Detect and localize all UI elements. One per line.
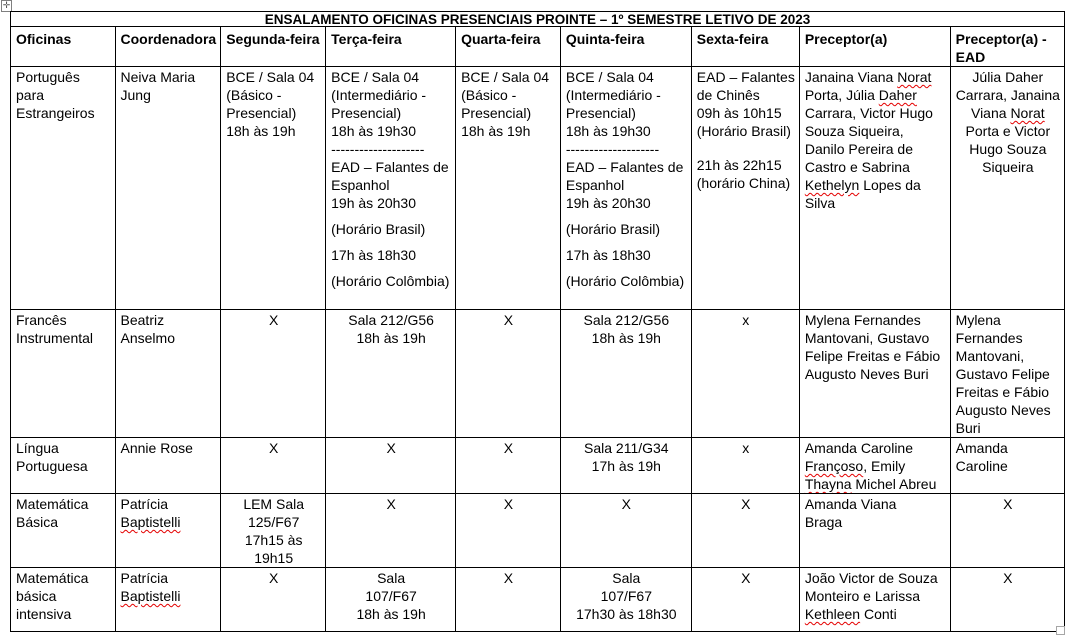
cell-matematica-basica-intensiva--quinta-feira[interactable]: [560, 568, 691, 632]
misspelling-underline: Baptistelli: [120, 588, 181, 604]
text-line: Sala 212/G56: [348, 312, 434, 328]
text-line: Quarta-feira: [461, 31, 541, 47]
text-line: Porta e Victor: [965, 123, 1051, 139]
cell-lingua-portuguesa--preceptor-a[interactable]: [799, 438, 950, 494]
column-header-preceptor-a[interactable]: [799, 27, 950, 67]
text-line: X: [741, 570, 751, 586]
blank-line: [697, 140, 795, 148]
text-line: 18h às 19h: [356, 606, 426, 622]
column-header-quinta-feira[interactable]: [560, 27, 691, 67]
text-line: Danilo Pereira de: [804, 141, 913, 157]
blank-line: [566, 264, 687, 272]
text-line: Francês: [16, 312, 67, 328]
text-line: X: [503, 312, 514, 328]
cell-frances-instrumental--ter-a-feira[interactable]: [326, 310, 456, 438]
schedule-table: [10, 11, 1065, 632]
text-line: Neiva Maria: [120, 69, 196, 85]
text-line: 125/F67: [247, 514, 300, 530]
text-line: Janaina Viana Norat: [804, 69, 932, 85]
text-line: X: [1003, 570, 1013, 586]
misspelling-underline: Thayna: [804, 476, 852, 492]
text-line: João Victor de Souza: [804, 570, 938, 586]
blank-line: [566, 212, 687, 220]
cell-matematica-basica--coordenadora[interactable]: [115, 494, 221, 568]
cell-lingua-portuguesa--preceptor-a-ead[interactable]: [950, 438, 1064, 494]
text-line: 19h às 20h30: [331, 195, 416, 211]
text-line: (Horário Brasil): [565, 221, 660, 237]
text-line: (Horário Brasil): [696, 123, 791, 139]
text-line: X: [503, 496, 514, 512]
cell-frances-instrumental--coordenadora[interactable]: [115, 310, 221, 438]
text-line: X: [503, 440, 514, 456]
text-line: [121, 587, 217, 605]
text-line: 17h às 18h30: [331, 247, 416, 263]
text-line: de Chinês: [696, 87, 760, 103]
cell-matematica-basica--preceptor-a-ead[interactable]: [950, 494, 1064, 568]
move-cross-icon: ✛: [2, 0, 11, 10]
text-line: básica: [16, 588, 57, 604]
text-line: Sala: [377, 570, 406, 586]
text-line: 18h às 19h: [226, 123, 296, 139]
cell-portugues-para-estrangeiros--preceptor-a-ead[interactable]: [950, 67, 1064, 310]
text-line: Matemática: [16, 570, 89, 586]
misspelling-underline: Norat: [1010, 105, 1045, 121]
cell-matematica-basica-intensiva--segunda-feira[interactable]: [221, 568, 326, 632]
title-row: [11, 12, 1065, 27]
blank-line: [697, 148, 795, 156]
text-line: X: [1003, 496, 1013, 512]
misspelling-underline: Daher: [878, 87, 917, 103]
cell-portugues-para-estrangeiros--ter-a-feira[interactable]: [326, 67, 456, 310]
text-line: EAD – Falantes de: [331, 159, 449, 175]
text-line: Espanhol: [331, 177, 390, 193]
text-line: Amanda Viana: [804, 496, 897, 512]
text-line: EAD: [955, 49, 986, 65]
cell-matematica-basica--segunda-feira[interactable]: [221, 494, 326, 568]
text-line: Terça-feira: [331, 31, 402, 47]
text-line: BCE / Sala 04: [331, 69, 420, 85]
text-line: 17h às 18h30: [565, 247, 651, 263]
cell-frances-instrumental--preceptor-a-ead[interactable]: [950, 310, 1064, 438]
table-resize-handle-icon[interactable]: [1056, 626, 1065, 635]
misspelling-underline: Kethleen: [804, 606, 861, 622]
cell-matematica-basica--quarta-feira[interactable]: [456, 494, 561, 568]
text-line: (Básico -: [226, 87, 282, 103]
cell-frances-instrumental--oficinas[interactable]: [11, 310, 116, 438]
text-line: Sexta-feira: [696, 31, 769, 47]
text-line: Patrícia: [120, 496, 168, 512]
text-line: BCE / Sala 04: [226, 69, 315, 85]
text-line: Coordenadora: [120, 31, 217, 47]
text-line: Espanhol: [565, 177, 625, 193]
blank-line: [331, 212, 451, 220]
text-line: (Intermediário -: [331, 87, 427, 103]
cell-matematica-basica--ter-a-feira[interactable]: [326, 494, 456, 568]
text-line: 19h às 20h30: [565, 195, 651, 211]
cell-frances-instrumental--quinta-feira[interactable]: [560, 310, 691, 438]
cell-frances-instrumental--quarta-feira[interactable]: [456, 310, 561, 438]
text-line: Gustavo Felipe: [955, 366, 1050, 382]
cell-portugues-para-estrangeiros--coordenadora[interactable]: [115, 67, 221, 310]
cell-matematica-basica-intensiva--sexta-feira[interactable]: [691, 568, 799, 632]
text-line: Sala 212/G56: [583, 312, 670, 328]
cell-portugues-para-estrangeiros--segunda-feira[interactable]: [221, 67, 326, 310]
text-line: 18h às 19h30: [331, 123, 416, 139]
text-line: Presencial): [226, 105, 297, 121]
text-line: Mantovani,: [955, 348, 1025, 364]
cell-lingua-portuguesa--quinta-feira[interactable]: [560, 438, 691, 494]
text-line: Júlia Daher: [972, 69, 1044, 85]
text-line: EAD – Falantes de: [565, 159, 684, 175]
text-line: Felipe Freitas e Fábio: [804, 348, 941, 364]
text-line: 09h às 10h15: [696, 105, 782, 121]
cell-matematica-basica--oficinas[interactable]: [11, 494, 116, 568]
text-line: Thayna Michel Abreu: [804, 476, 937, 492]
blank-line: [331, 238, 451, 246]
text-line: Siqueira: [982, 159, 1034, 175]
text-line: (Horário Brasil): [331, 221, 426, 237]
text-line: Carrara, Janaina: [955, 87, 1060, 103]
text-line: 17h30 às 18h30: [576, 606, 677, 622]
text-line: Língua: [16, 440, 59, 456]
cell-matematica-basica--quinta-feira[interactable]: [560, 494, 691, 568]
text-line: 17h às 19h: [591, 458, 661, 474]
text-line: Mylena: [955, 312, 1001, 328]
text-line: Hugo Souza: [969, 141, 1047, 157]
cell-frances-instrumental--preceptor-a[interactable]: [799, 310, 950, 438]
cell-portugues-para-estrangeiros--oficinas[interactable]: [11, 67, 116, 310]
text-line: LEM Sala: [243, 496, 305, 512]
text-line: (Horário Colômbia): [565, 273, 685, 289]
text-line: Presencial): [565, 105, 636, 121]
text-line: Matemática: [16, 496, 89, 512]
cell-portugues-para-estrangeiros--sexta-feira[interactable]: [691, 67, 799, 310]
text-line: 17h15 às: [244, 532, 303, 548]
table-row-matematica-basica-intensiva: [11, 568, 1065, 632]
text-line: Jung: [120, 87, 151, 103]
text-line: Castro e Sabrina: [804, 159, 910, 175]
cell-matematica-basica--preceptor-a[interactable]: [799, 494, 950, 568]
column-header-oficinas[interactable]: [11, 27, 116, 67]
table-row-frances-instrumental: [11, 310, 1065, 438]
text-line: (Intermediário -: [565, 87, 661, 103]
text-line: X: [269, 440, 279, 456]
text-line: (horário China): [696, 175, 791, 191]
text-line: Segunda-feira: [226, 31, 320, 47]
cell-matematica-basica-intensiva--preceptor-a-ead[interactable]: [950, 568, 1064, 632]
cell-portugues-para-estrangeiros--preceptor-a[interactable]: [799, 67, 950, 310]
text-line: x: [742, 312, 750, 328]
cell-matematica-basica-intensiva--oficinas[interactable]: [11, 568, 116, 632]
text-line: X: [269, 570, 279, 586]
text-line: Portuguesa: [16, 458, 88, 474]
text-line: 18h às 19h: [356, 330, 426, 346]
text-line: Souza Siqueira,: [804, 123, 904, 139]
text-line: Augusto Neves: [955, 402, 1051, 418]
text-line: Amanda: [955, 440, 1008, 456]
text-line: Quinta-feira: [565, 31, 645, 47]
cell-lingua-portuguesa--quarta-feira[interactable]: [456, 438, 561, 494]
text-line: --------------------: [331, 141, 425, 157]
text-line: Básica: [16, 514, 59, 530]
cell-matematica-basica--sexta-feira[interactable]: [691, 494, 799, 568]
text-line: (Horário Colômbia): [331, 273, 450, 289]
text-line: para: [16, 87, 45, 103]
text-line: Oficinas: [16, 31, 72, 47]
cell-portugues-para-estrangeiros--quinta-feira[interactable]: [560, 67, 691, 310]
text-line: Sala 211/G34: [584, 440, 669, 456]
table-title[interactable]: ENSALAMENTO OFICINAS PRESENCIAIS PROINTE – 1º SEMESTRE LETIVO DE 2023: [11, 12, 1065, 27]
text-line: Silva: [804, 195, 836, 211]
text-line: Mantovani, Gustavo: [804, 330, 930, 346]
cell-matematica-basica-intensiva--preceptor-a[interactable]: [799, 568, 950, 632]
text-line: 21h às 22h15: [696, 157, 782, 173]
header-row: [11, 27, 1065, 67]
text-line: X: [386, 440, 396, 456]
text-line: Annie Rose: [120, 440, 193, 456]
text-line: X: [386, 496, 396, 512]
misspelling-underline: Norat: [897, 69, 932, 85]
text-line: 18h às 19h: [591, 330, 661, 346]
cell-lingua-portuguesa--coordenadora[interactable]: [115, 438, 221, 494]
cell-lingua-portuguesa--oficinas[interactable]: [11, 438, 116, 494]
cell-portugues-para-estrangeiros--quarta-feira[interactable]: [456, 67, 561, 310]
cell-lingua-portuguesa--sexta-feira[interactable]: [691, 438, 799, 494]
text-line: Françoso, Emily: [804, 458, 906, 474]
table-row-lingua-portuguesa: [11, 438, 1065, 494]
text-line: Porta, Júlia Daher: [804, 87, 917, 103]
cell-frances-instrumental--sexta-feira[interactable]: [691, 310, 799, 438]
text-line: 18h às 19h: [461, 123, 531, 139]
text-line: Monteiro e Larissa: [804, 588, 920, 604]
text-line: Buri: [955, 420, 981, 436]
text-line: Kethleen Conti: [804, 606, 897, 622]
text-line: Presencial): [461, 105, 532, 121]
text-line: Viana Norat: [970, 105, 1045, 121]
text-line: X: [621, 496, 631, 512]
text-line: X: [503, 570, 514, 586]
text-line: X: [741, 496, 751, 512]
text-line: intensiva: [16, 606, 72, 622]
blank-line: [331, 264, 451, 272]
blank-line: [566, 238, 687, 246]
text-line: Kethelyn Lopes da: [804, 177, 921, 193]
text-line: BCE / Sala 04: [565, 69, 654, 85]
text-line: [121, 513, 217, 531]
text-line: Preceptor(a) -: [955, 31, 1047, 47]
cell-matematica-basica-intensiva--ter-a-feira[interactable]: [326, 568, 456, 632]
cell-matematica-basica-intensiva--quarta-feira[interactable]: [456, 568, 561, 632]
misspelling-underline: Baptistelli: [120, 514, 181, 530]
text-line: (Básico -: [461, 87, 517, 103]
text-line: Carrara, Victor Hugo: [804, 105, 933, 121]
text-line: Amanda Caroline: [804, 440, 913, 456]
text-line: Sala: [612, 570, 641, 586]
text-line: 107/F67: [365, 588, 417, 604]
text-line: 107/F67: [600, 588, 652, 604]
cell-lingua-portuguesa--segunda-feira[interactable]: [221, 438, 326, 494]
misspelling-underline: Kethelyn: [804, 177, 860, 193]
text-line: Presencial): [331, 105, 402, 121]
text-line: Patrícia: [120, 570, 168, 586]
text-line: Preceptor(a): [804, 31, 888, 47]
text-line: BCE / Sala 04: [461, 69, 550, 85]
text-line: Freitas e Fábio: [955, 384, 1050, 400]
cell-matematica-basica-intensiva--coordenadora[interactable]: [115, 568, 221, 632]
table-row-matematica-basica: [11, 494, 1065, 568]
cell-frances-instrumental--segunda-feira[interactable]: [221, 310, 326, 438]
text-line: Caroline: [955, 458, 1008, 474]
column-header-ter-a-feira[interactable]: [326, 27, 456, 67]
column-header-quarta-feira[interactable]: [456, 27, 561, 67]
text-line: Português: [16, 69, 80, 85]
text-line: Mylena Fernandes: [804, 312, 921, 328]
text-line: Fernandes: [955, 330, 1023, 346]
text-line: 19h15: [254, 550, 294, 566]
text-line: 18h às 19h30: [565, 123, 651, 139]
column-header-coordenadora[interactable]: [115, 27, 221, 67]
text-line: Instrumental: [16, 330, 94, 346]
text-line: Estrangeiros: [16, 105, 95, 121]
table-row-portugues-para-estrangeiros: [11, 67, 1065, 310]
text-line: Anselmo: [120, 330, 175, 346]
column-header-sexta-feira[interactable]: [691, 27, 799, 67]
column-header-preceptor-a-ead[interactable]: [950, 27, 1064, 67]
text-line: EAD – Falantes: [696, 69, 795, 85]
text-line: --------------------: [565, 141, 660, 157]
text-line: Beatriz: [120, 312, 165, 328]
text-line: x: [742, 440, 750, 456]
cell-lingua-portuguesa--ter-a-feira[interactable]: [326, 438, 456, 494]
text-line: X: [269, 312, 279, 328]
text-line: Augusto Neves Buri: [804, 366, 929, 382]
misspelling-underline: Françoso: [804, 458, 864, 474]
text-line: Braga: [804, 514, 843, 530]
column-header-segunda-feira[interactable]: [221, 27, 326, 67]
